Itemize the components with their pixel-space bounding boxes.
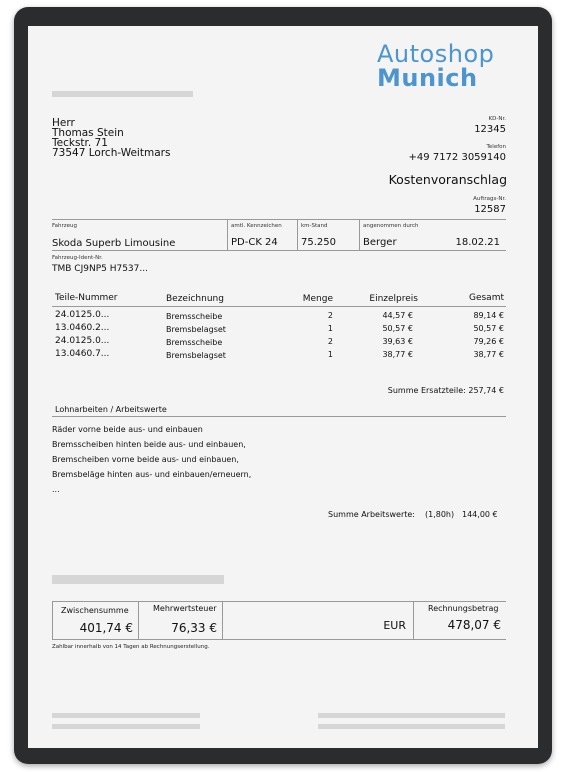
part-unit-price: 50,57 € [382, 324, 413, 333]
accepted-by-value: Berger [363, 237, 397, 248]
parts-header-unit-price: Einzelpreis [369, 294, 418, 304]
totals-placeholder-bar [52, 575, 224, 584]
vehicle-col-divider-2 [297, 220, 298, 250]
vin-value: TMB CJ9NP5 H7537... [52, 264, 148, 274]
invoice-amount-label: Rechnungsbetrag [428, 604, 499, 613]
part-qty: 2 [327, 311, 333, 320]
parts-header-qty: Menge [302, 294, 333, 304]
footer-left-bar-2 [52, 724, 200, 729]
km-value: 75.250 [301, 237, 336, 248]
vat-label: Mehrwertsteuer [153, 604, 217, 613]
footer-right-bar-2 [318, 724, 505, 729]
labor-sum-value: 144,00 € [462, 510, 498, 519]
part-total: 79,26 € [473, 337, 504, 346]
totals-left-border [52, 601, 53, 640]
part-number: 24.0125.0... [55, 336, 110, 346]
part-number: 24.0125.0... [55, 310, 110, 320]
part-description: Bremsbelagset [166, 351, 226, 360]
totals-divider-1 [138, 601, 139, 640]
labor-title: Lohnarbeiten / Arbeitswerte [55, 405, 167, 414]
kd-nr-value: 12345 [474, 124, 506, 135]
labor-line: Bremscheiben vorne beide aus- und einbauen, [52, 455, 239, 464]
vehicle-value: Skoda Superb Limousine [52, 238, 176, 249]
labor-line: Bremsbeläge hinten aus- und einbauen/erneuern, [52, 470, 252, 479]
labor-line: Räder vorne beide aus- und einbauen [52, 425, 203, 434]
recipient-name: Thomas Stein [52, 127, 124, 139]
part-total: 50,57 € [473, 324, 504, 333]
vehicle-col-divider-1 [227, 220, 228, 250]
part-total: 89,14 € [473, 311, 504, 320]
subtotal-value: 401,74 € [79, 621, 133, 635]
totals-divider-2 [222, 601, 223, 640]
phone-label: Telefon [486, 144, 506, 150]
part-description: Bremsscheibe [166, 338, 223, 347]
document-title: Kostenvoranschlag [388, 172, 507, 187]
km-label: km-Stand [301, 223, 328, 229]
plate-label: amtl. Kennzeichen [231, 223, 282, 229]
parts-sum: Summe Ersatzteile: 257,74 € [387, 386, 504, 395]
totals-divider-3 [413, 601, 414, 640]
invoice-amount-value: 478,07 € [447, 618, 501, 632]
vehicle-top-divider [52, 219, 506, 220]
recipient-city: 73547 Lorch-Weitmars [52, 147, 171, 159]
parts-header-total: Gesamt [468, 293, 504, 303]
kd-nr-label: KD-Nr. [488, 116, 506, 122]
vin-label: Fahrzeug-Ident-Nr. [52, 255, 103, 261]
currency: EUR [383, 619, 406, 632]
vat-value: 76,33 € [171, 621, 217, 635]
logo-line-1: Autoshop [377, 40, 495, 68]
sender-line-placeholder [52, 91, 193, 97]
labor-sum-label: Summe Arbeitswerte: [328, 510, 415, 519]
part-qty: 2 [327, 337, 333, 346]
part-number: 13.0460.7... [55, 349, 110, 359]
logo-line-2: Munich [377, 64, 478, 92]
subtotal-label: Zwischensumme [61, 606, 129, 615]
phone-value: +49 7172 3059140 [408, 152, 506, 163]
vehicle-bottom-divider [52, 250, 506, 251]
part-total: 38,77 € [473, 350, 504, 359]
parts-header-description: Bezeichnung [166, 294, 224, 304]
accepted-date: 18.02.21 [455, 237, 500, 248]
part-unit-price: 44,57 € [382, 311, 413, 320]
vehicle-col-divider-3 [359, 220, 360, 250]
footer-left-bar-1 [52, 713, 200, 718]
labor-line: Bremsscheiben hinten beide aus- und einbauen, [52, 440, 246, 449]
part-description: Bremsbelagset [166, 325, 226, 334]
accepted-by-label: angenommen durch [363, 223, 419, 229]
totals-bottom-divider [52, 639, 506, 640]
parts-header-divider [52, 306, 506, 307]
order-number-label: Auftrags-Nr. [473, 196, 506, 202]
part-qty: 1 [327, 350, 333, 359]
order-number-value: 12587 [474, 204, 506, 215]
part-unit-price: 38,77 € [382, 350, 413, 359]
recipient-salutation: Herr [52, 117, 75, 129]
payment-terms: Zahlbar innerhalb von 14 Tagen ab Rechnungserstellung. [52, 644, 210, 650]
plate-value: PD-CK 24 [231, 237, 278, 248]
labor-sum-hours: (1,80h) [425, 510, 455, 519]
part-description: Bremsscheibe [166, 312, 223, 321]
totals-top-divider [52, 601, 506, 602]
recipient-street: Teckstr. 71 [52, 137, 108, 149]
labor-divider [52, 416, 506, 417]
part-number: 13.0460.2... [55, 323, 110, 333]
vehicle-label: Fahrzeug [52, 223, 78, 229]
labor-line: ... [52, 485, 60, 494]
parts-header-number: Teile-Nummer [55, 293, 118, 303]
footer-right-bar-1 [318, 713, 505, 718]
document-page [28, 26, 538, 748]
part-qty: 1 [327, 324, 333, 333]
part-unit-price: 39,63 € [382, 337, 413, 346]
